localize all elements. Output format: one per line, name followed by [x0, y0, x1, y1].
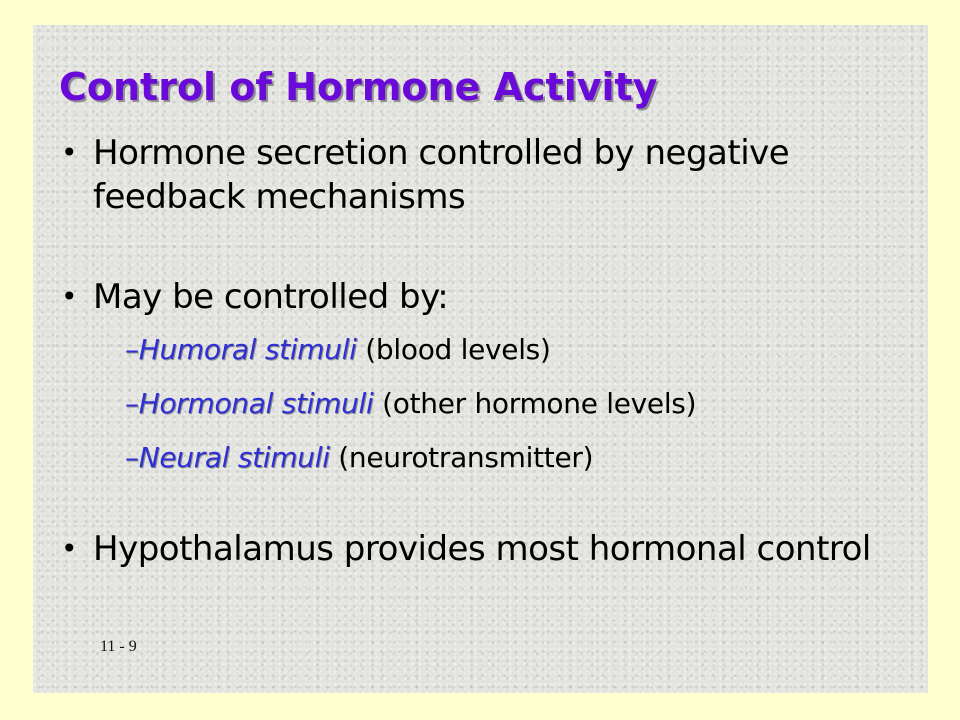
slide-canvas [33, 25, 928, 693]
sub-item-term: Hormonal stimuli [138, 387, 374, 420]
sub-item-dash: – [125, 333, 139, 366]
bullet-item [55, 131, 895, 219]
bullet-item [55, 527, 895, 571]
sub-item-dash: – [125, 387, 139, 420]
sub-item-humoral [125, 333, 905, 367]
bullet-text: Hypothalamus provides most hormonal control [93, 529, 871, 569]
sub-item-term: Humoral stimuli [138, 333, 357, 366]
sub-item-dash: – [125, 441, 139, 474]
bullet-text: Hormone secretion controlled by negative feedback mechanisms [93, 133, 790, 217]
bullet-dot-icon: • [61, 136, 78, 169]
sub-item-term: Neural stimuli [138, 441, 330, 474]
bullet-text: May be controlled by: [93, 277, 449, 317]
bullet-dot-icon: • [61, 532, 78, 565]
page-number: 11 - 9 [100, 638, 137, 655]
sub-item-hormonal [125, 387, 905, 421]
sub-item-detail: (neurotransmitter) [329, 441, 594, 474]
bullet-dot-icon: • [61, 280, 78, 313]
sub-item-neural [125, 441, 905, 475]
sub-item-detail: (blood levels) [356, 333, 551, 366]
slide-title: Control of Hormone Activity [59, 65, 658, 109]
bullet-item [55, 275, 895, 319]
sub-item-detail: (other hormone levels) [373, 387, 697, 420]
